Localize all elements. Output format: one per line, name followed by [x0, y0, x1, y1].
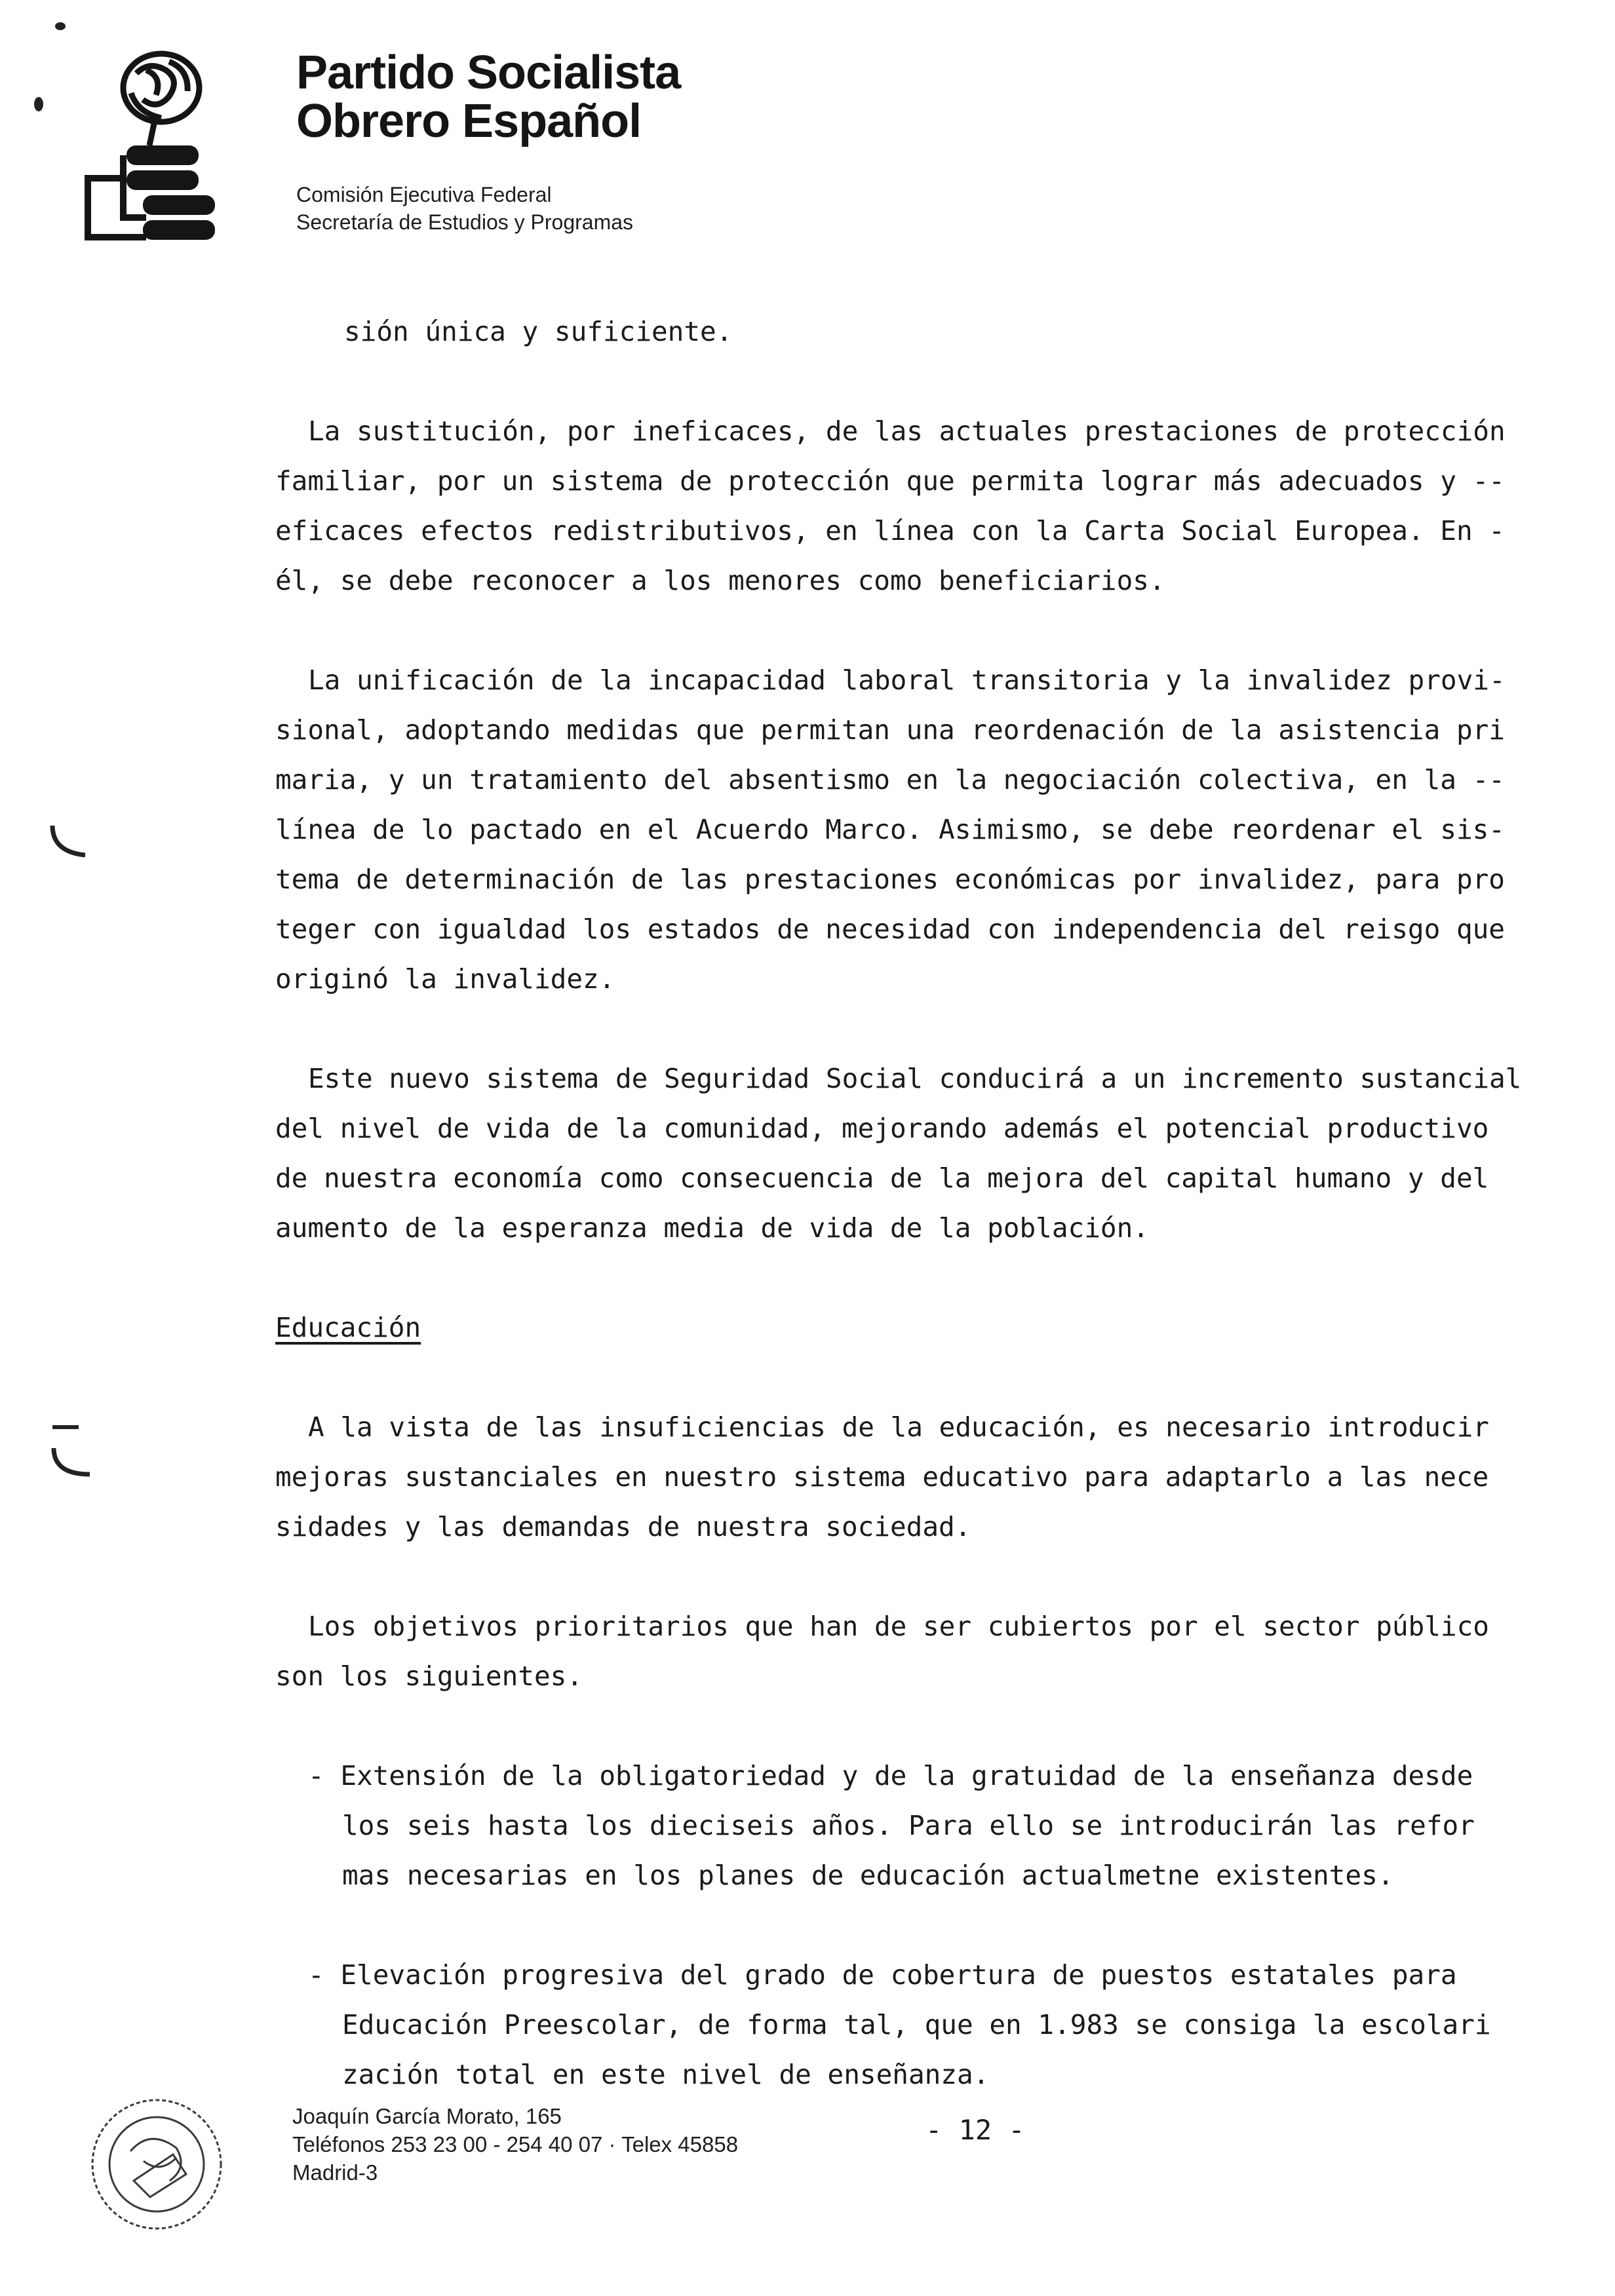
paragraph-gap [275, 356, 1560, 406]
body-line: línea de lo pactado en el Acuerdo Marco. Asimismo, se debe reordenar el sis- [275, 814, 1505, 845]
list-item-line: - Elevación progresiva del grado de cobertura de puestos estatales para [308, 1959, 1457, 1991]
organization-name [296, 48, 680, 145]
body-line: de nuestra economía como consecuencia de la mejora del capital humano y del [275, 1162, 1489, 1194]
address-line: Joaquín García Morato, 165 [292, 2104, 562, 2128]
dept-line2: Secretaría de Estudios y Programas [296, 210, 634, 234]
body-line: teger con igualdad los estados de necesidad con independencia del reisgo que [275, 913, 1505, 945]
paragraph-gap [275, 1552, 1560, 1601]
paragraph-gap [275, 1004, 1560, 1054]
city-line: Madrid-3 [292, 2160, 378, 2185]
org-name-line1: Partido Socialista [296, 47, 681, 99]
paragraph-gap [275, 1701, 1560, 1751]
body-line: mejoras sustanciales en nuestro sistema educativo para adaptarlo a las nece [275, 1461, 1489, 1493]
body-line: A la vista de las insuficiencias de la educación, es necesario introducir [308, 1411, 1489, 1443]
paragraph-gap [275, 1352, 1560, 1402]
body-line: del nivel de vida de la comunidad, mejorando además el potencial productivo [275, 1113, 1489, 1144]
paragraph-gap [275, 1253, 1560, 1303]
body-line: sión única y suficiente. [344, 316, 733, 347]
body-line: familiar, por un sistema de protección que permita lograr más adecuados y -- [275, 465, 1505, 497]
body-line: eficaces efectos redistributivos, en línea con la Carta Social Europea. En - [275, 515, 1505, 546]
body-line: sional, adoptando medidas que permitan una reordenación de la asistencia pri [275, 714, 1505, 746]
binder-mark [39, 819, 105, 871]
dept-line1: Comisión Ejecutiva Federal [296, 183, 552, 206]
list-item-line: - Extensión de la obligatoriedad y de la gratuidad de la enseñanza desde [308, 1760, 1473, 1791]
body-line: son los siguientes. [275, 1660, 583, 1692]
party-seal-icon [81, 2089, 232, 2240]
body-line: La unificación de la incapacidad laboral transitoria y la invalidez provi- [308, 664, 1506, 696]
department-block [296, 181, 633, 236]
footer-address [292, 2102, 738, 2187]
body-line: originó la invalidez. [275, 963, 615, 995]
body-line: él, se debe reconocer a los menores como beneficiarios. [275, 565, 1165, 596]
paragraph-gap [308, 1900, 1560, 1950]
rose-fist-icon [84, 47, 225, 247]
phones-line: Teléfonos 253 23 00 - 254 40 07 · Telex 45858 [292, 2132, 739, 2156]
body-line: sidades y las demandas de nuestra sociedad. [275, 1511, 971, 1542]
body-line: Los objetivos prioritarios que han de ser cubiertos por el sector público [308, 1611, 1489, 1642]
list-item-line: los seis hasta los dieciseis años. Para ello se introducirán las refor [342, 1810, 1475, 1841]
document-body [275, 307, 1560, 2099]
list-item-line: Educación Preescolar, de forma tal, que en 1.983 se consiga la escolari [342, 2009, 1491, 2040]
scan-speck [55, 22, 66, 30]
list-item-line: zación total en este nivel de enseñanza. [342, 2059, 990, 2090]
list-item-line: mas necesarias en los planes de educación actualmetne existentes. [342, 1860, 1394, 1891]
body-line: La sustitución, por ineficaces, de las actuales prestaciones de protección [308, 415, 1506, 447]
body-line: aumento de la esperanza media de vida de la población. [275, 1212, 1149, 1244]
body-line: maria, y un tratamiento del absentismo en la negociación colectiva, en la -- [275, 764, 1505, 795]
body-line: Este nuevo sistema de Seguridad Social conducirá a un incremento sustancial [308, 1063, 1522, 1094]
org-name-line2: Obrero Español [296, 95, 642, 147]
objectives-list [275, 1751, 1560, 2099]
page-number: - 12 - [925, 2114, 1025, 2146]
body-line: tema de determinación de las prestaciones económicas por invalidez, para pro [275, 864, 1505, 895]
scan-speck [34, 97, 43, 111]
binder-mark [39, 1422, 105, 1487]
section-heading: Educación [275, 1312, 421, 1343]
paragraph-gap [275, 605, 1560, 655]
